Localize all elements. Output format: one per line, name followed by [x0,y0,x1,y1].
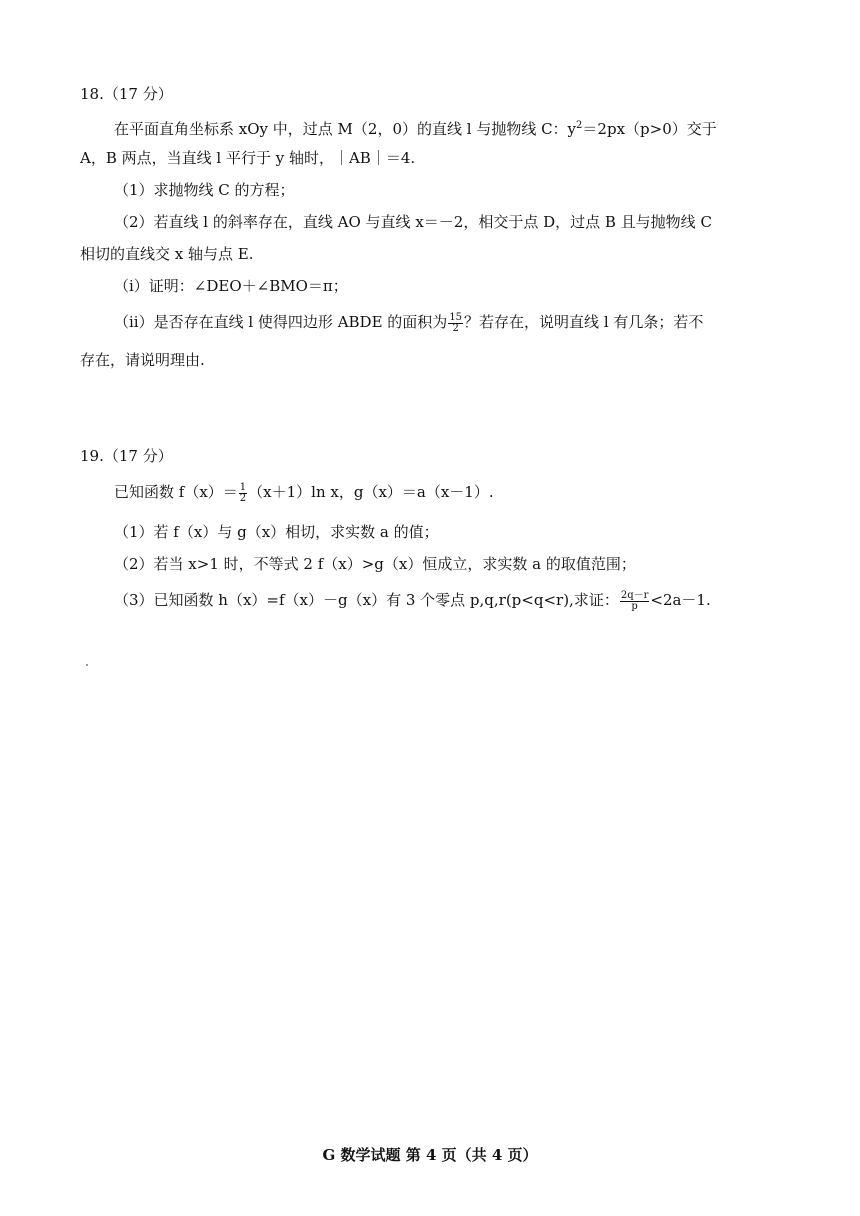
page-footer: G 数学试题 第 4 页（共 4 页） [322,1146,538,1164]
q19-line1 [114,482,494,504]
q19-half-fraction [239,483,247,504]
q19-line1-a: 已知函数 f（x）＝ [114,483,238,501]
q19-proof-fraction [620,591,650,612]
q19-part3-a: （3）已知函数 h（x）=f（x）－g（x）有 3 个零点 p,q,r(p<q<r),求证： [114,591,619,609]
q18-line1-text: 在平面直角坐标系 xOy 中，过点 M（2，0）的直线 l 与抛物线 C：y [114,120,577,138]
q18-part2-b: 相切的直线交 x 轴与点 E. [80,245,254,263]
q19-part2: （2）若当 x>1 时，不等式 2 f（x）>g（x）恒成立，求实数 a 的取值范围； [114,555,636,573]
q19-line1-b: （x＋1）ln x，g（x）＝a（x－1）. [248,483,494,501]
q18-frac-num: 15 [449,311,463,323]
q18-line1 [114,116,717,139]
q18-part2-a: （2）若直线 l 的斜率存在，直线 AO 与直线 x＝－2，相交于点 D，过点 B 且与抛物线 C [114,213,712,231]
q19-frac-den: 2 [239,492,247,504]
q18-frac-den: 2 [452,322,459,334]
q19-part3 [114,590,711,612]
q18-header: 18.（17 分） [80,85,173,103]
q18-line2: A，B 两点，当直线 l 平行于 y 轴时，｜AB｜＝4. [80,149,416,167]
q18-part2-ii-a: （ii）是否存在直线 l 使得四边形 ABDE 的面积为 [114,313,448,331]
q19-p3-frac-den: p [631,600,638,612]
q18-part2-ii [114,312,703,334]
q18-area-fraction [448,313,463,334]
q19-frac-num: 1 [239,481,247,493]
q19-p3-frac-num: 2q－r [620,589,649,601]
stray-dot [86,664,88,666]
q19-part3-b: <2a－1. [650,591,711,609]
q18-part1: （1）求抛物线 C 的方程； [114,181,295,199]
q18-part2-i: （i）证明：∠DEO＋∠BMO＝π； [114,277,348,295]
q18-part2-ii-b: ？若存在，说明直线 l 有几条；若不 [464,313,704,331]
q19-header: 19.（17 分） [80,447,173,465]
q18-line1-end: ＝2px（p>0）交于 [582,120,717,138]
q19-part1: （1）若 f（x）与 g（x）相切，求实数 a 的值； [114,523,439,541]
q18-line1-sup: 2 [576,120,583,131]
q18-part2-ii-c: 存在，请说明理由. [80,351,205,369]
